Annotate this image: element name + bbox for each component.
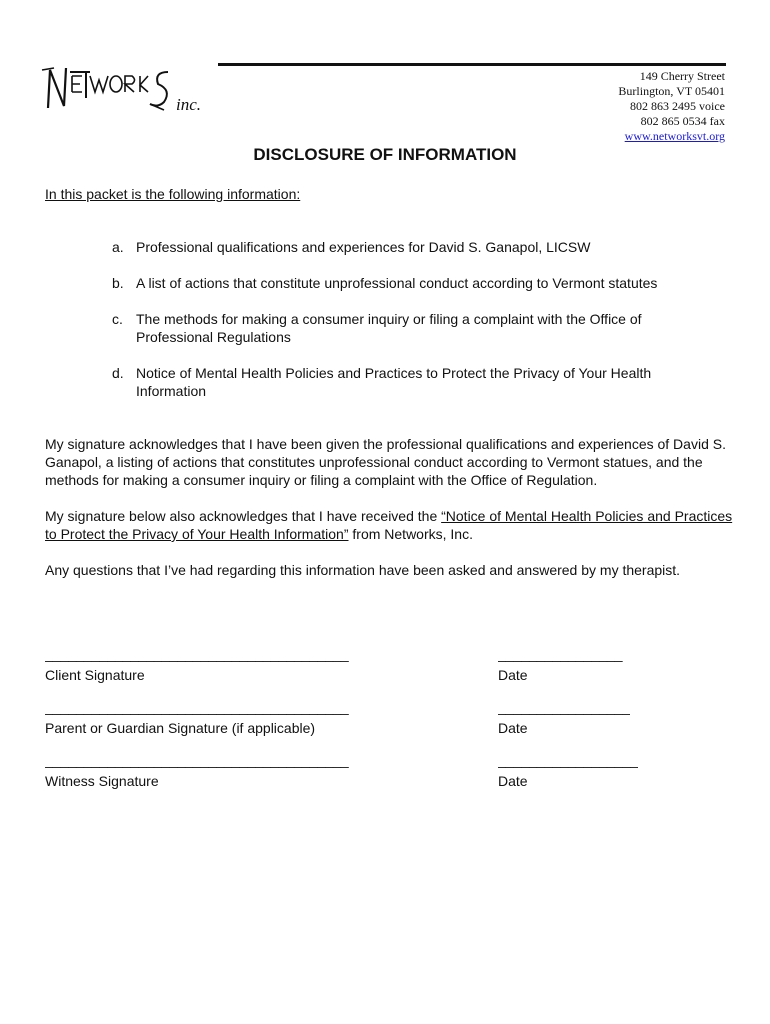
list-item xyxy=(112,238,722,256)
guardian-date-label: Date xyxy=(498,720,528,736)
document-title: DISCLOSURE OF INFORMATION xyxy=(253,145,517,164)
signature-row-witness xyxy=(45,752,735,805)
intro-text: In this packet is the following information: xyxy=(45,186,301,202)
header-rule xyxy=(218,63,726,66)
list-item-text: The methods for making a consumer inquiry or filing a complaint with the Office of Professional Regulations xyxy=(136,311,642,345)
address-fax: 802 865 0534 fax xyxy=(640,114,725,128)
privacy-notice-title: “Notice of Mental Health Policies and Practices to Protect the Privacy of Your Health Information” xyxy=(45,508,733,542)
acknowledgement-paragraph: My signature acknowledges that I have been given the professional qualifications and experiences of David S. Ganapol, a listing of actions that constitutes unprofessional conduct according to Vermont statues, and the methods for making a consumer inquiry or filing a complaint with the Office of Regulation. xyxy=(45,436,726,488)
list-item xyxy=(112,310,722,346)
list-marker: a. xyxy=(112,239,124,255)
list-marker: b. xyxy=(112,275,124,291)
client-date-line[interactable]: ________________ xyxy=(498,646,623,662)
website-link[interactable]: www.networksvt.org xyxy=(624,129,725,143)
witness-signature-label: Witness Signature xyxy=(45,773,159,789)
networks-logo xyxy=(40,58,220,114)
privacy-notice-lead: My signature below also acknowledges that I have received the xyxy=(45,508,442,524)
witness-signature-line[interactable]: _______________________________________ xyxy=(45,752,349,768)
signature-row-client xyxy=(45,646,735,699)
body-paragraphs xyxy=(45,435,735,597)
privacy-notice-paragraph xyxy=(45,507,735,543)
contents-list xyxy=(112,238,722,418)
privacy-notice-tail: from Networks, Inc. xyxy=(348,526,473,542)
questions-paragraph: Any questions that I’ve had regarding this information have been asked and answered by my therapist. xyxy=(45,562,681,578)
address-block xyxy=(618,69,725,144)
list-item-text: A list of actions that constitute unprofessional conduct according to Vermont statutes xyxy=(136,275,658,291)
logo-inc-text: inc. xyxy=(176,95,202,114)
list-item-text: Notice of Mental Health Policies and Practices to Protect the Privacy of Your Health Information xyxy=(136,365,652,399)
client-signature-line[interactable]: _______________________________________ xyxy=(45,646,349,662)
list-item xyxy=(112,364,722,400)
address-street: 149 Cherry Street xyxy=(639,69,725,83)
list-marker: c. xyxy=(112,311,123,327)
guardian-signature-label: Parent or Guardian Signature (if applicable) xyxy=(45,720,316,736)
address-voice: 802 863 2495 voice xyxy=(630,99,725,113)
signature-row-guardian xyxy=(45,699,735,752)
list-item-text: Professional qualifications and experiences for David S. Ganapol, LICSW xyxy=(136,239,591,255)
client-signature-label: Client Signature xyxy=(45,667,145,683)
list-item xyxy=(112,274,722,292)
witness-date-label: Date xyxy=(498,773,528,789)
client-date-label: Date xyxy=(498,667,528,683)
address-city: Burlington, VT 05401 xyxy=(618,84,725,98)
signature-section xyxy=(45,646,735,805)
guardian-signature-line[interactable]: _______________________________________ xyxy=(45,699,349,715)
guardian-date-line[interactable]: _________________ xyxy=(498,699,631,715)
witness-date-line[interactable]: __________________ xyxy=(498,752,639,768)
list-marker: d. xyxy=(112,365,124,381)
